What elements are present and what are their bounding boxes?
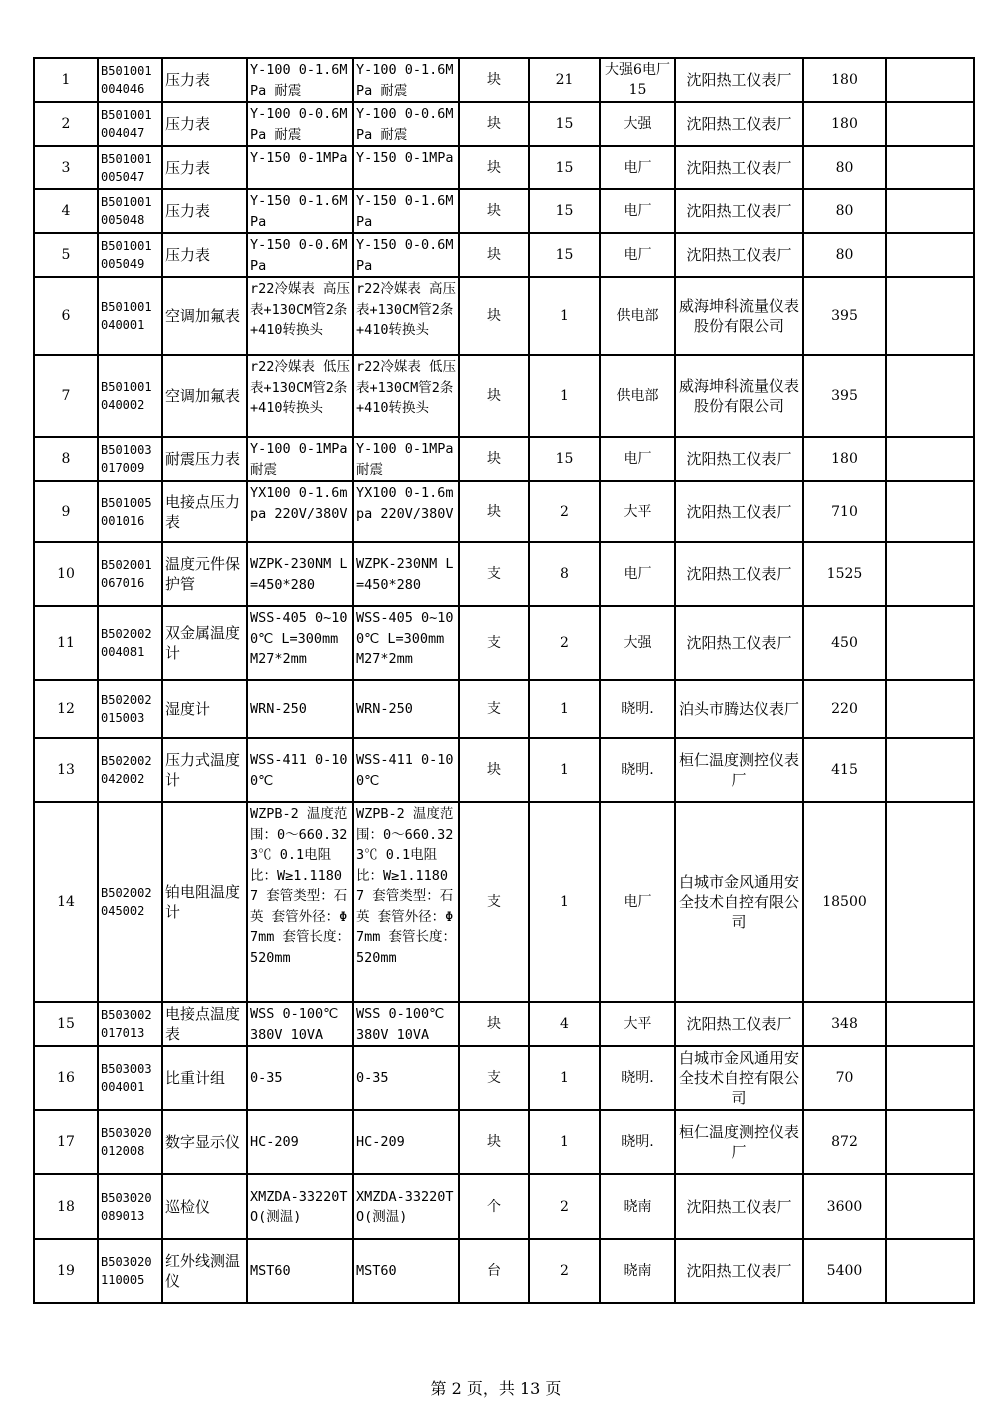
row-spec: r22冷媒表 高压表+130CM管2条+410转换头 [247,277,353,355]
row-quantity: 1 [529,802,600,1002]
row-item-name: 空调加氟表 [162,277,247,355]
row-spec: Y-100 0-0.6MPa 耐震 [247,102,353,146]
row-quantity: 15 [529,437,600,481]
row-location: 供电部 [600,355,675,437]
row-item-name: 巡检仪 [162,1174,247,1239]
row-quantity: 21 [529,58,600,102]
row-index: 19 [34,1239,98,1303]
row-note [886,680,974,738]
row-item-name: 压力表 [162,102,247,146]
row-location: 电厂 [600,233,675,277]
table-row [34,1239,974,1303]
row-item-code: B503003 004001 [98,1046,162,1110]
row-spec-model: Y-150 0-1MPa [353,146,459,189]
row-price: 415 [803,738,886,802]
row-manufacturer: 泊头市腾达仪表厂 [675,680,803,738]
table-row [34,355,974,437]
row-location: 大强 [600,102,675,146]
row-manufacturer: 沈阳热工仪表厂 [675,1174,803,1239]
table-row [34,277,974,355]
row-location: 晓明. [600,1110,675,1174]
row-spec: XMZDA-33220TO(测温) [247,1174,353,1239]
row-index: 15 [34,1002,98,1046]
row-spec-model: WSS-411 0-100℃ [353,738,459,802]
row-location: 电厂 [600,146,675,189]
table-row [34,146,974,189]
row-spec-model: YX100 0-1.6mpa 220V/380V [353,481,459,542]
row-price: 70 [803,1046,886,1110]
row-spec-model: WSS 0-100℃ 380V 10VA [353,1002,459,1046]
row-spec-model: WRN-250 [353,680,459,738]
row-unit: 支 [459,1046,529,1110]
row-unit: 块 [459,277,529,355]
row-spec: HC-209 [247,1110,353,1174]
table-row [34,58,974,102]
row-quantity: 1 [529,1110,600,1174]
table-row [34,233,974,277]
table-row [34,189,974,233]
row-note [886,146,974,189]
row-manufacturer: 沈阳热工仪表厂 [675,189,803,233]
row-note [886,1002,974,1046]
row-spec-model: WZPK-230NM L=450*280 [353,542,459,606]
row-manufacturer: 沈阳热工仪表厂 [675,146,803,189]
row-index: 17 [34,1110,98,1174]
table-row [34,437,974,481]
row-quantity: 8 [529,542,600,606]
row-index: 11 [34,606,98,680]
row-manufacturer: 沈阳热工仪表厂 [675,1239,803,1303]
row-index: 14 [34,802,98,1002]
row-location: 大强 [600,606,675,680]
row-index: 3 [34,146,98,189]
row-item-code: B501001 004047 [98,102,162,146]
row-unit: 块 [459,102,529,146]
row-index: 9 [34,481,98,542]
row-note [886,1046,974,1110]
row-item-code: B502002 004081 [98,606,162,680]
row-location: 供电部 [600,277,675,355]
row-unit: 块 [459,481,529,542]
row-item-code: B502002 045002 [98,802,162,1002]
row-unit: 块 [459,355,529,437]
row-unit: 块 [459,233,529,277]
row-spec: Y-150 0-1.6MPa [247,189,353,233]
row-quantity: 1 [529,680,600,738]
row-location: 大强6电厂15 [600,58,675,102]
row-spec: WZPB-2 温度范围：0～660.323℃ 0.1电阻比：W≥1.11807 套管类型：石英 套管外径：Φ7mm 套管长度：520mm [247,802,353,1002]
row-quantity: 1 [529,277,600,355]
row-quantity: 15 [529,102,600,146]
row-manufacturer: 沈阳热工仪表厂 [675,481,803,542]
row-item-name: 铂电阻温度计 [162,802,247,1002]
row-note [886,1174,974,1239]
table-row [34,102,974,146]
row-item-code: B501001 040002 [98,355,162,437]
row-location: 大平 [600,1002,675,1046]
row-quantity: 2 [529,481,600,542]
row-note [886,738,974,802]
row-index: 7 [34,355,98,437]
row-spec-model: Y-150 0-0.6MPa [353,233,459,277]
row-note [886,1110,974,1174]
row-item-code: B502002 015003 [98,680,162,738]
row-item-code: B503020 089013 [98,1174,162,1239]
row-location: 晓南 [600,1174,675,1239]
row-unit: 块 [459,1110,529,1174]
row-price: 180 [803,102,886,146]
row-manufacturer: 沈阳热工仪表厂 [675,437,803,481]
row-location: 电厂 [600,189,675,233]
row-index: 16 [34,1046,98,1110]
row-item-name: 耐震压力表 [162,437,247,481]
row-spec: WSS 0-100℃ 380V 10VA [247,1002,353,1046]
row-unit: 支 [459,606,529,680]
row-manufacturer: 桓仁温度测控仪表厂 [675,738,803,802]
row-note [886,233,974,277]
row-spec: MST60 [247,1239,353,1303]
row-note [886,606,974,680]
row-spec-model: Y-150 0-1.6MPa [353,189,459,233]
materials-table [33,57,975,1304]
row-location: 大平 [600,481,675,542]
row-manufacturer: 白城市金风通用安全技术自控有限公司 [675,1046,803,1110]
row-location: 晓明. [600,1046,675,1110]
row-price: 80 [803,233,886,277]
row-manufacturer: 沈阳热工仪表厂 [675,102,803,146]
row-unit: 支 [459,802,529,1002]
row-quantity: 1 [529,738,600,802]
row-item-name: 电接点温度表 [162,1002,247,1046]
row-note [886,481,974,542]
row-spec-model: MST60 [353,1239,459,1303]
table-row [34,802,974,1002]
row-note [886,542,974,606]
row-spec-model: Y-100 0-0.6MPa 耐震 [353,102,459,146]
row-price: 1525 [803,542,886,606]
row-index: 18 [34,1174,98,1239]
table-row [34,1002,974,1046]
table-row [34,1046,974,1110]
row-manufacturer: 沈阳热工仪表厂 [675,233,803,277]
row-price: 872 [803,1110,886,1174]
row-price: 180 [803,437,886,481]
row-location: 电厂 [600,437,675,481]
table-row [34,606,974,680]
row-item-name: 压力表 [162,146,247,189]
row-unit: 支 [459,542,529,606]
row-spec: WZPK-230NM L=450*280 [247,542,353,606]
row-spec-model: WSS-405 0~100℃ L=300mm M27*2mm [353,606,459,680]
row-unit: 块 [459,189,529,233]
row-item-name: 电接点压力表 [162,481,247,542]
row-spec: WSS-405 0~100℃ L=300mm M27*2mm [247,606,353,680]
row-note [886,277,974,355]
row-unit: 个 [459,1174,529,1239]
row-spec: YX100 0-1.6mpa 220V/380V [247,481,353,542]
row-manufacturer: 威海坤科流量仪表股份有限公司 [675,277,803,355]
row-item-code: B501001 004046 [98,58,162,102]
row-unit: 块 [459,437,529,481]
row-spec-model: HC-209 [353,1110,459,1174]
row-manufacturer: 沈阳热工仪表厂 [675,58,803,102]
row-item-code: B501001 005047 [98,146,162,189]
row-item-name: 压力表 [162,189,247,233]
row-spec: 0-35 [247,1046,353,1110]
row-item-code: B501005 001016 [98,481,162,542]
row-note [886,189,974,233]
row-manufacturer: 桓仁温度测控仪表厂 [675,1110,803,1174]
row-price: 395 [803,355,886,437]
row-note [886,802,974,1002]
row-spec: r22冷媒表 低压表+130CM管2条+410转换头 [247,355,353,437]
table-row [34,738,974,802]
row-item-code: B503020 012008 [98,1110,162,1174]
row-quantity: 15 [529,189,600,233]
row-index: 13 [34,738,98,802]
row-unit: 台 [459,1239,529,1303]
row-price: 395 [803,277,886,355]
row-spec: WRN-250 [247,680,353,738]
table-row [34,1110,974,1174]
row-unit: 块 [459,58,529,102]
row-spec: Y-150 0-1MPa [247,146,353,189]
row-spec-model: 0-35 [353,1046,459,1110]
row-quantity: 15 [529,233,600,277]
row-price: 348 [803,1002,886,1046]
row-index: 5 [34,233,98,277]
row-note [886,437,974,481]
row-price: 180 [803,58,886,102]
row-price: 220 [803,680,886,738]
row-item-code: B503002 017013 [98,1002,162,1046]
row-unit: 支 [459,680,529,738]
row-quantity: 1 [529,1046,600,1110]
row-item-name: 双金属温度计 [162,606,247,680]
row-item-code: B501001 005048 [98,189,162,233]
row-quantity: 4 [529,1002,600,1046]
row-spec-model: XMZDA-33220TO(测温) [353,1174,459,1239]
row-spec: Y-150 0-0.6MPa [247,233,353,277]
row-item-code: B501001 040001 [98,277,162,355]
row-item-name: 比重计组 [162,1046,247,1110]
row-note [886,355,974,437]
row-manufacturer: 沈阳热工仪表厂 [675,1002,803,1046]
row-item-name: 温度元件保护管 [162,542,247,606]
row-item-code: B501003 017009 [98,437,162,481]
row-price: 18500 [803,802,886,1002]
row-spec-model: r22冷媒表 高压表+130CM管2条+410转换头 [353,277,459,355]
row-quantity: 2 [529,606,600,680]
row-location: 电厂 [600,542,675,606]
row-manufacturer: 沈阳热工仪表厂 [675,606,803,680]
row-item-name: 压力表 [162,233,247,277]
row-item-name: 数字显示仪 [162,1110,247,1174]
row-location: 晓明. [600,738,675,802]
table-row [34,481,974,542]
row-quantity: 2 [529,1174,600,1239]
row-unit: 块 [459,738,529,802]
row-spec: WSS-411 0-100℃ [247,738,353,802]
row-manufacturer: 威海坤科流量仪表股份有限公司 [675,355,803,437]
row-note [886,102,974,146]
table-row [34,1174,974,1239]
row-spec: Y-100 0-1.6MPa 耐震 [247,58,353,102]
row-item-code: B502002 042002 [98,738,162,802]
row-item-name: 压力式温度计 [162,738,247,802]
row-price: 80 [803,146,886,189]
row-price: 80 [803,189,886,233]
row-spec-model: Y-100 0-1.6MPa 耐震 [353,58,459,102]
row-spec: Y-100 0-1MPa 耐震 [247,437,353,481]
row-price: 450 [803,606,886,680]
row-index: 6 [34,277,98,355]
row-location: 晓明. [600,680,675,738]
table-row [34,680,974,738]
row-quantity: 2 [529,1239,600,1303]
row-price: 5400 [803,1239,886,1303]
row-item-name: 压力表 [162,58,247,102]
row-index: 1 [34,58,98,102]
row-spec-model: r22冷媒表 低压表+130CM管2条+410转换头 [353,355,459,437]
page-footer: 第 2 页，共 13 页 [430,1379,562,1398]
row-item-code: B503020 110005 [98,1239,162,1303]
row-item-code: B501001 005049 [98,233,162,277]
row-unit: 块 [459,1002,529,1046]
row-manufacturer: 白城市金风通用安全技术自控有限公司 [675,802,803,1002]
row-item-name: 空调加氟表 [162,355,247,437]
row-index: 2 [34,102,98,146]
row-index: 12 [34,680,98,738]
row-manufacturer: 沈阳热工仪表厂 [675,542,803,606]
row-unit: 块 [459,146,529,189]
row-location: 电厂 [600,802,675,1002]
row-price: 710 [803,481,886,542]
row-index: 8 [34,437,98,481]
row-location: 晓南 [600,1239,675,1303]
row-price: 3600 [803,1174,886,1239]
row-index: 4 [34,189,98,233]
row-quantity: 15 [529,146,600,189]
row-item-name: 湿度计 [162,680,247,738]
row-item-name: 红外线测温仪 [162,1239,247,1303]
table-row [34,542,974,606]
row-quantity: 1 [529,355,600,437]
row-spec-model: WZPB-2 温度范围：0～660.323℃ 0.1电阻比：W≥1.11807 套管类型：石英 套管外径：Φ7mm 套管长度：520mm [353,802,459,1002]
row-spec-model: Y-100 0-1MPa 耐震 [353,437,459,481]
row-index: 10 [34,542,98,606]
row-note [886,1239,974,1303]
row-item-code: B502001 067016 [98,542,162,606]
row-note [886,58,974,102]
